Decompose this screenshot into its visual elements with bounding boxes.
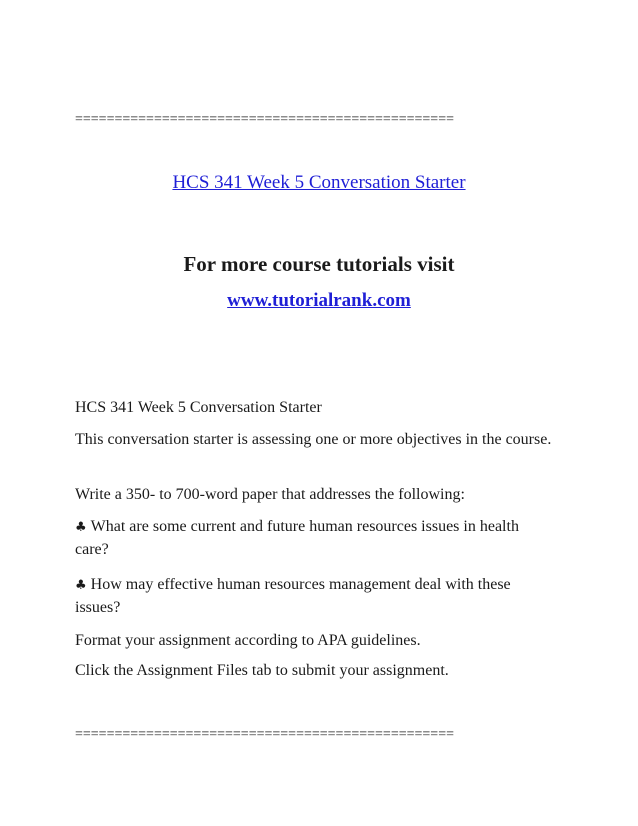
instructions-paragraph: Write a 350- to 700-word paper that addresses the following: bbox=[75, 486, 465, 503]
submit-paragraph: Click the Assignment Files tab to submit your assignment. bbox=[75, 662, 449, 679]
visit-prompt-text: For more course tutorials visit bbox=[183, 252, 455, 276]
course-title-link[interactable]: HCS 341 Week 5 Conversation Starter bbox=[172, 172, 466, 193]
bullet-item bbox=[75, 574, 555, 619]
bullet-item-text: What are some current and future human resources issues in health care? bbox=[75, 518, 519, 558]
top-separator-rule: ================================================ bbox=[75, 112, 454, 127]
objectives-paragraph: This conversation starter is assessing one or more objectives in the course. bbox=[75, 431, 552, 448]
club-bullet-icon: ♣ bbox=[75, 578, 87, 593]
bullet-item bbox=[75, 516, 555, 561]
bullet-item-text: How may effective human resources management deal with these issues? bbox=[75, 576, 511, 616]
assignment-heading: HCS 341 Week 5 Conversation Starter bbox=[75, 399, 322, 416]
club-bullet-icon: ♣ bbox=[75, 520, 87, 535]
bottom-separator-rule: ================================================ bbox=[75, 727, 454, 742]
format-paragraph: Format your assignment according to APA guidelines. bbox=[75, 632, 421, 649]
website-link[interactable]: www.tutorialrank.com bbox=[227, 290, 411, 311]
